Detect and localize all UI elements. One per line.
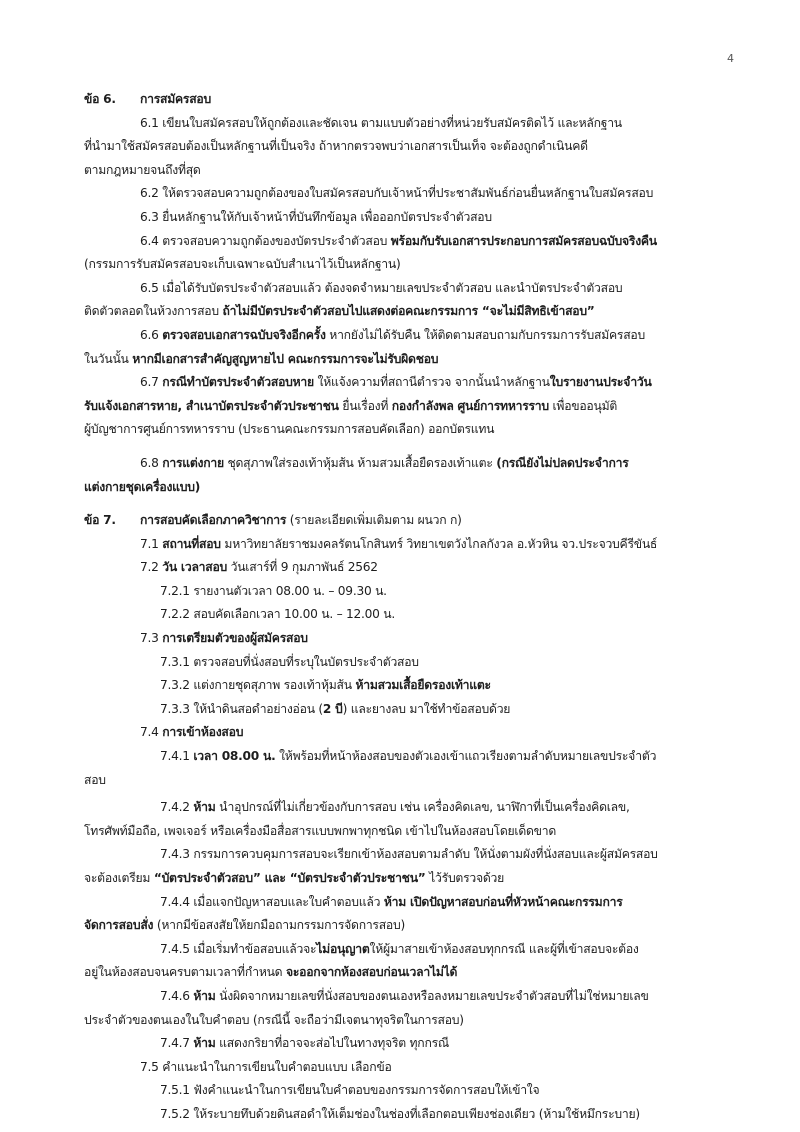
section-title: การสอบคัดเลือกภาควิชาการ (140, 513, 287, 528)
emphasis-text: รับแจ้งเอกสารหาย, สำเนาบัตรประจำตัวประชาชน (84, 398, 339, 413)
text: 7.4.5 เมื่อเริ่มทำข้อสอบแล้วจะ (160, 941, 317, 956)
paragraph-6-6 (84, 324, 764, 348)
text: ) และยางลบ มาใช้ทำข้อสอบด้วย (342, 701, 511, 716)
item-7-3 (84, 627, 764, 651)
paragraph-6-8 (84, 452, 764, 476)
text: 6.7 (140, 375, 163, 390)
text: ไว้รับตรวจด้วย (425, 871, 505, 885)
emphasis-text: หากมีเอกสารสำคัญสูญหายไป คณะกรรมการจะไม่รับผิดชอบ (132, 351, 439, 366)
text: นั่งผิดจากหมายเลขที่นั่งสอบของตนเองหรือลงหมายเลขประจำตัวสอบที่ไม่ใช่หมายเลข (215, 988, 649, 1003)
item-7-3-3 (84, 698, 764, 722)
emphasis-text: แต่งกายชุดเครื่องแบบ) (84, 479, 201, 494)
emphasis-text: จัดการสอบสั่ง (84, 918, 154, 933)
item-7-4-6-cont: ประจำตัวของตนเองในใบคำตอบ (กรณีนี้ จะถือว่ามีเจตนาทุจริตในการสอบ) (84, 1012, 464, 1027)
paragraph-6-5-cont (84, 300, 764, 324)
text: หากยังไม่ได้รับคืน ให้ติดตามสอบถามกับกรรมการรับสมัครสอบ (325, 327, 645, 342)
emphasis-text: กองกำลังพล ศูนย์การทหารราบ (391, 398, 549, 413)
item-7-3-2 (84, 674, 764, 698)
emphasis-text: ห้ามสวมเสื้อยืดรองเท้าแตะ (355, 678, 491, 693)
section-note: (รายละเอียดเพิ่มเติมตาม ผนวก ก) (286, 513, 462, 528)
emphasis-text: กรณีทำบัตรประจำตัวสอบหาย (162, 375, 314, 390)
emphasis-text: ถ้าไม่มีบัตรประจำตัวสอบไปแสดงต่อคณะกรรมการ “จะไม่มีสิทธิเข้าสอบ” (222, 304, 595, 319)
paragraph-6-5: 6.5 เมื่อได้รับบัตรประจำตัวสอบแล้ว ต้องจดจำหมายเลขประจำตัวสอบ และนำบัตรประจำตัวสอบ (140, 280, 623, 295)
text: แสดงกริยาที่อาจจะส่อไปในทางทุจริต ทุกกรณี (215, 1036, 449, 1051)
text: 7.4.7 (160, 1036, 194, 1051)
emphasis-text: “บัตรประจำตัวสอบ” และ “บัตรประจำตัวประชาชน” (153, 871, 426, 885)
item-7-4-4 (84, 891, 764, 915)
item-7-4-5-cont (84, 961, 764, 985)
text: 7.3 (140, 631, 163, 646)
emphasis-text: ตรวจสอบเอกสารฉบับจริงอีกครั้ง (162, 327, 326, 342)
item-7-3-1: 7.3.1 ตรวจสอบที่นั่งสอบที่ระบุในบัตรประจำตัวสอบ (160, 654, 419, 669)
paragraph-6-3: 6.3 ยื่นหลักฐานให้กับเจ้าหน้าที่บันทึกข้อมูล เพื่อออกบัตรประจำตัวสอบ (140, 209, 492, 224)
item-7-1 (84, 533, 764, 557)
text: 6.8 (140, 455, 163, 470)
emphasis-text: พร้อมกับรับเอกสารประกอบการสมัครสอบฉบับจริงคืน (390, 233, 657, 248)
paragraph-6-4-cont: (กรรมการรับสมัครสอบจะเก็บเฉพาะฉบับสำเนาไว้เป็นหลักฐาน) (84, 257, 401, 272)
text: จะต้องเตรียม (84, 871, 154, 885)
paragraph-6-2: 6.2 ให้ตรวจสอบความถูกต้องของใบสมัครสอบกับเจ้าหน้าที่ประชาสัมพันธ์ก่อนยื่นหลักฐานใบสมัครสอบ (140, 186, 654, 201)
text: 7.4.2 (160, 800, 194, 815)
document-body (84, 88, 764, 1127)
emphasis-text: เวลา 08.00 น. (193, 749, 276, 764)
item-7-4-4-cont (84, 914, 764, 938)
item-7-4-2 (84, 796, 764, 820)
paragraph-6-1-cont: ที่นำมาใช้สมัครสอบต้องเป็นหลักฐานที่เป็นจริง ถ้าหากตรวจพบว่าเอกสารเป็นเท็จ จะต้องถูกดำเนินคดี (84, 139, 588, 154)
item-7-4-3-cont (84, 867, 764, 891)
text: เพื่อขออนุมัติ (548, 398, 618, 413)
paragraph-6-7 (84, 371, 764, 395)
item-7-4-1-cont: สอบ (84, 772, 106, 787)
section-6-heading (84, 88, 764, 112)
text: ติดตัวตลอดในห้วงการสอบ (84, 304, 223, 319)
text: (หากมีข้อสงสัยให้ยกมือถามกรรมการจัดการสอบ) (153, 918, 405, 933)
emphasis-text: ห้าม (193, 1036, 216, 1051)
emphasis-text: (กรณียังไม่ปลดประจำการ (496, 455, 629, 470)
emphasis-text: สถานที่สอบ (162, 536, 221, 551)
item-7-2-2: 7.2.2 สอบคัดเลือกเวลา 10.00 น. – 12.00 น. (160, 607, 396, 622)
paragraph-6-7-cont (84, 395, 764, 419)
text: 6.6 (140, 327, 163, 342)
emphasis-text: การเข้าห้องสอบ (162, 725, 244, 740)
paragraph-6-6-cont (84, 348, 764, 372)
text: มหาวิทยาลัยราชมงคลรัตนโกสินทร์ วิทยาเขตวังไกลกังวล อ.หัวหิน จว.ประจวบคีรีขันธ์ (220, 536, 658, 551)
item-7-2 (84, 556, 764, 580)
text: ในวันนั้น (84, 351, 133, 366)
item-7-4-1 (84, 745, 764, 769)
text: 7.3.3 ให้นำดินสอดำอย่างอ่อน ( (160, 701, 323, 716)
text: นำอุปกรณ์ที่ไม่เกี่ยวข้องกับการสอบ เช่น เครื่องคิดเลข, นาฬิกาที่เป็นเครื่องคิดเลข, (215, 800, 630, 815)
emphasis-text: ใบรายงานประจำวัน (549, 375, 652, 390)
emphasis-text: ห้าม (193, 800, 216, 815)
emphasis-text: วัน เวลาสอบ (162, 560, 227, 575)
paragraph-6-4 (84, 230, 764, 254)
text: 6.4 ตรวจสอบความถูกต้องของบัตรประจำตัวสอบ (140, 233, 391, 248)
item-7-4-2-cont: โทรศัพท์มือถือ, เพจเจอร์ หรือเครื่องมือสื่อสารแบบพกพาทุกชนิด เข้าไปในห้องสอบโดยเด็ดขาด (84, 823, 556, 838)
item-7-4 (84, 721, 764, 745)
emphasis-text: จะออกจากห้องสอบก่อนเวลาไม่ได้ (285, 965, 458, 980)
item-7-5: 7.5 คำแนะนำในการเขียนใบคำตอบแบบ เลือกข้อ (140, 1059, 392, 1074)
paragraph-6-7-cont: ผู้บัญชาการศูนย์การทหารราบ (ประธานคณะกรรมการสอบคัดเลือก) ออกบัตรแทน (84, 422, 495, 437)
emphasis-text: ห้าม (193, 988, 216, 1003)
text: 7.2 (140, 560, 163, 575)
emphasis-text: ห้าม เปิดปัญหาสอบก่อนที่หัวหน้าคณะกรรมการ (383, 894, 623, 909)
text: อยู่ในห้องสอบจนครบตามเวลาที่กำหนด (84, 965, 286, 980)
text: 7.4 (140, 725, 163, 740)
item-7-4-6 (84, 985, 764, 1009)
item-7-5-1: 7.5.1 ฟังคำแนะนำในการเขียนใบคำตอบของกรรมการจัดการสอบให้เข้าใจ (160, 1083, 540, 1098)
text: 7.3.2 แต่งกายชุดสุภาพ รองเท้าหุ้มส้น (160, 678, 356, 693)
text: 7.4.6 (160, 988, 194, 1003)
item-7-4-5 (84, 938, 764, 962)
page-number: 4 (727, 52, 734, 65)
section-7-heading (84, 509, 764, 533)
item-7-4-7 (84, 1032, 764, 1056)
text: 7.4.4 เมื่อแจกปัญหาสอบและใบคำตอบแล้ว (160, 894, 384, 909)
item-7-5-2: 7.5.2 ให้ระบายทึบด้วยดินสอดำให้เต็มช่องในช่องที่เลือกตอบเพียงช่องเดียว (ห้ามใช้หมึกระบาย) (160, 1106, 640, 1121)
text: 7.1 (140, 536, 163, 551)
text: 7.4.1 (160, 749, 194, 764)
emphasis-text: 2 บี (322, 701, 343, 716)
emphasis-text: การแต่งกาย (162, 455, 224, 470)
paragraph-6-1: 6.1 เขียนใบสมัครสอบให้ถูกต้องและชัดเจน ตามแบบตัวอย่างที่หน่วยรับสมัครติดไว้ และหลักฐาน (140, 115, 622, 130)
emphasis-text: การเตรียมตัวของผู้สมัครสอบ (162, 631, 308, 646)
section-number: ข้อ 6. (84, 92, 116, 106)
section-title: การสมัครสอบ (140, 92, 211, 106)
text: ยื่นเรื่องที่ (338, 398, 392, 413)
paragraph-6-1-cont: ตามกฎหมายจนถึงที่สุด (84, 162, 201, 177)
text: ให้พร้อมที่หน้าห้องสอบของตัวเองเข้าแถวเรียงตามลำดับหมายเลขประจำตัว (275, 749, 657, 764)
item-7-2-1: 7.2.1 รายงานตัวเวลา 08.00 น. – 09.30 น. (160, 583, 387, 598)
paragraph-6-8-cont (84, 476, 764, 500)
text: ให้แจ้งความที่สถานีตำรวจ จากนั้นนำหลักฐาน (313, 375, 550, 390)
text: ให้ผู้มาสายเข้าห้องสอบทุกกรณี และผู้ที่เข้าสอบจะต้อง (369, 941, 639, 956)
text: วันเสาร์ที่ 9 กุมภาพันธ์ 2562 (227, 560, 378, 575)
text: ชุดสุภาพใส่รองเท้าหุ้มส้น ห้ามสวมเสื้อยืดรองเท้าแตะ (223, 455, 497, 470)
item-7-4-3: 7.4.3 กรรมการควบคุมการสอบจะเรียกเข้าห้องสอบตามลำดับ ให้นั่งตามผังที่นั่งสอบและผู้สมัครสอบ (160, 847, 658, 862)
emphasis-text: ไม่อนุญาต (316, 941, 370, 956)
section-number: ข้อ 7. (84, 513, 116, 528)
